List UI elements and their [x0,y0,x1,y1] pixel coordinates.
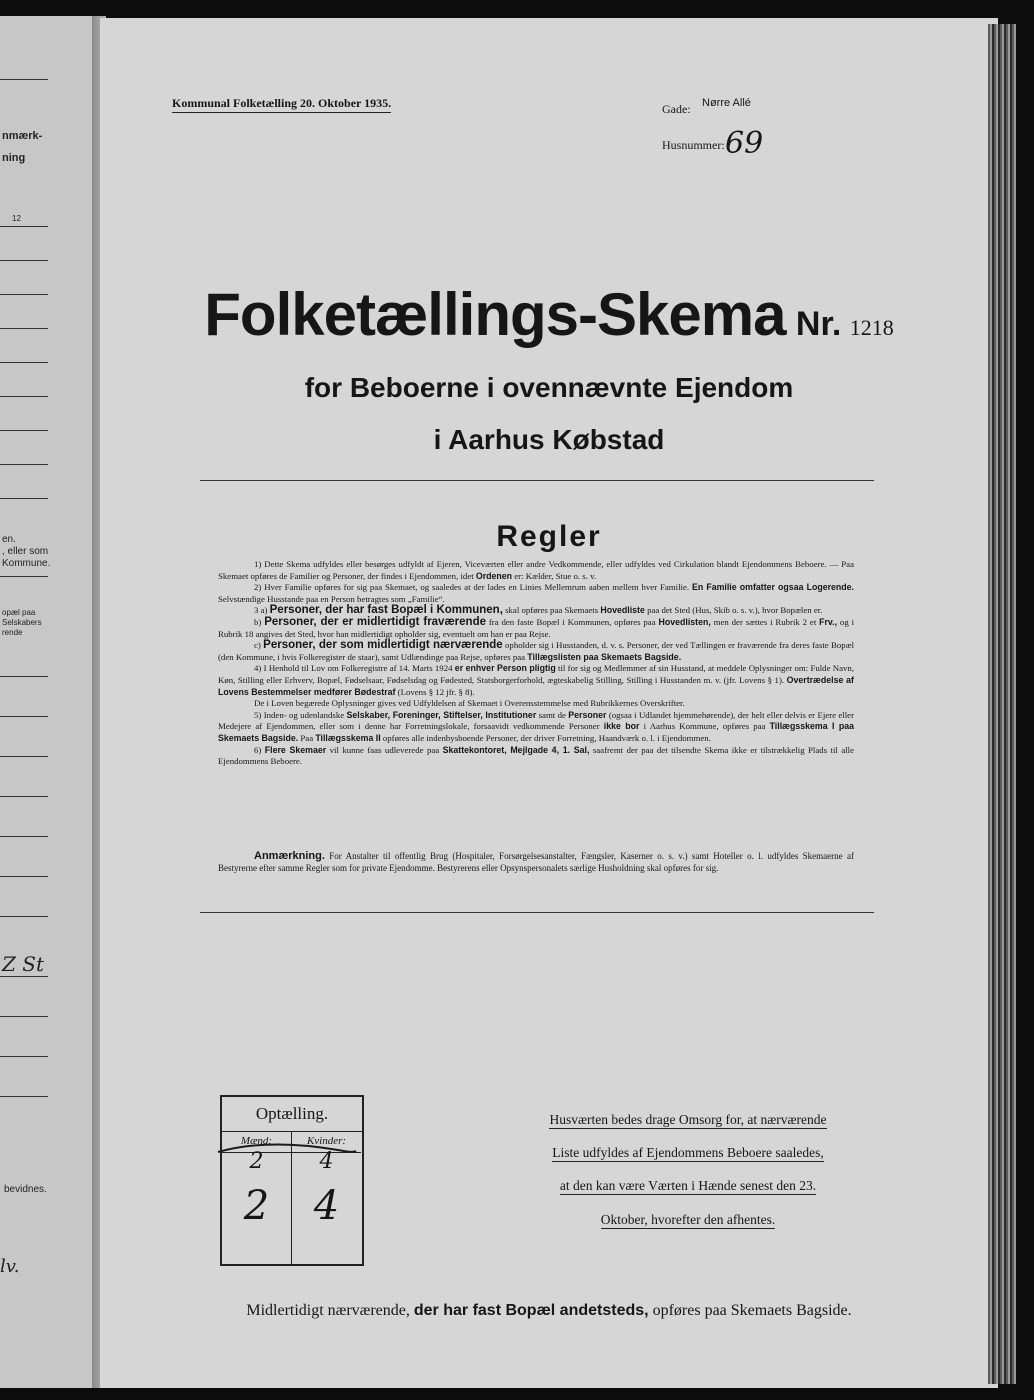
divider [0,836,48,837]
husnummer-label: Husnummer: [662,138,725,152]
gade-label: Gade: [662,102,691,116]
divider [0,328,48,329]
divider [0,1096,48,1097]
divider [0,396,48,397]
rule-1: 1) Dette Skema udfyldes eller besørges udfyldt af Ejeren, Viceværten eller andre Vedkommende, eller udfyldes ved Cirkulation blandt Ejendommens Beboere. — Paa Skemaet opføres de Familier og Personer, der findes i Ejendommen, idet Ordenen er: Kælder, Stue o. s. v. [218,559,854,581]
rule-3b: b) Personer, der er midlertidigt fraværende fra den faste Bopæl i Kommunen, opføres paa Hovedlisten, men der sættes i Rubrik 2 et Frv., og i Rubrik 18 angives det Sted, hvor han midlertidigt opholder sig, eventuelt om han er paa Rejse. [218,615,855,639]
divider [0,498,48,499]
divider [0,430,48,431]
rules-heading: Regler [496,520,602,553]
divider [0,464,48,465]
left-column-number: 12 [12,214,21,223]
anmaerkning-label: Anmærkning. [254,850,325,862]
left-handwriting: Z St [2,952,44,976]
page-stack-edge [988,24,1016,1384]
form-subtitle-2: i Aarhus Købstad [433,424,665,455]
count-women-value-small: 4 [319,1149,334,1174]
left-text: en. [2,534,16,545]
notice-line: Husværten bedes drage Omsorg for, at nærværende [549,1112,827,1127]
form-title-main: Folketællings-Skema [204,281,786,348]
form-nr-value: 1218 [849,315,894,340]
divider [0,916,48,917]
divider [0,362,48,363]
divider [200,912,874,913]
count-men-value-small: 2 [249,1149,264,1174]
divider [0,796,48,797]
form-nr-label: Nr. [795,305,842,343]
anmaerkning [218,850,854,874]
count-box [220,1095,364,1266]
count-women-value: 4 [313,1183,340,1229]
rule-4-note: De i Loven begærede Oplysninger gives ved Udfyldelsen af Skemaet i Overensstemmelse med Rubrikkernes Overskrifter. [254,698,685,709]
left-text: bevidnes. [4,1184,47,1195]
form-subtitle-1: for Beboerne i ovennævnte Ejendom [304,372,794,403]
husnummer-value: 69 [725,126,764,161]
divider [0,294,48,295]
left-heading-2: ning [2,152,26,164]
count-women-label: Kvinder: [292,1131,361,1153]
rule-3c: c) Personer, der som midlertidigt nærværende opholder sig i Husstanden, d. v. s. Personer, der ved Tællingen er fraværende fra deres faste Bopæl (den Kommune, i hvis Folkeregister de staar), samt Udlændinge paa Rejse, opføres paa Tillægslisten paa Skemaets Bagside. [218,639,855,662]
rule-6: 6) Flere Skemaer vil kunne faas udleverede paa Skattekontoret, Mejlgade 4, 1. Sal, saafremt der paa det tilsendte Skema ikke er tilstrækkelig Plads til alle Ejendommens Beboere. [218,744,855,767]
left-page-fragment [0,16,96,1388]
form-title [100,280,998,349]
rule-3a: 3 a) Personer, der har fast Bopæl i Kommunen, skal opføres paa Skemaets Hovedliste paa det Sted (Hus, Skib o. s. v.), hvor Bopælen er. [254,604,823,617]
divider [200,480,874,481]
footer-note: Midlertidigt nærværende, der har fast Bopæl andetsteds, opføres paa Skemaets Bagside. [246,1302,852,1319]
left-text: Kommune. [2,558,51,569]
divider [0,976,48,977]
rules-text [218,559,854,768]
left-text: , eller som [2,546,49,557]
divider [0,226,48,227]
count-men-value: 2 [243,1183,270,1229]
divider [0,576,48,577]
census-form-page [100,18,998,1388]
rule-4: 4) I Henhold til Lov om Folkeregistre af 14. Marts 1924 er enhver Person pligtig til for sig og Medlemmer af sin Husstand, at meddele Oplysninger om: Fulde Navn, Køn, Stilling eller Erhverv, Bopæl, Fødselsaar, Fødselsdag og Fødested, Statsborgerforhold, ægteskabelig Stilling, Stilling i Husstanden m. v. (jfr. Lovens § 1). Overtrædelse af Lovens Bestemmelser medfører Bødestraf (Lovens § 12 jfr. § 8). [218,663,855,697]
census-header: Kommunal Folketælling 20. Oktober 1935. [172,96,391,113]
left-text: opæl paa [2,608,36,617]
divider [0,260,48,261]
divider [0,676,48,677]
notice-line: Liste udfyldes af Ejendommens Beboere saaledes, [552,1145,824,1160]
rule-2: 2) Hver Familie opføres for sig paa Skemaet, og saaledes at der lades en Linies Mellemrum aaben mellem hver Familie. En Familie omfatter ogsaa Logerende. Selvstændige Husstande paa en Person betragtes som „Familie“. [218,582,855,604]
strikethrough-stroke [118,1134,358,1174]
notice-line: Oktober, hvorefter den afhentes. [600,1212,776,1227]
notice-line: at den kan være Værten i Hænde senest den 23. [559,1178,817,1193]
rule-5: 5) Inden- og udenlandske Selskaber, Foreninger, Stiftelser, Institutioner samt de Personer (ogsaa i Udlandet hjemmehørende), der helt eller delvis er Ejere eller Medejere af Ejendommen, eller som i denne har Forretningslokale, forsaavidt vedkommende Personer ikke bor i Aarhus Kommune, opføres paa Tillægsskema I paa Skemaets Bagside. Paa Tillægsskema II opføres alle indenbysboende Personer, der driver Forretning, Haandværk o. l. i Ejendommen. [218,709,855,743]
count-box-title: Optælling. [222,1097,362,1132]
divider [0,756,48,757]
divider [0,79,48,80]
left-handwriting: lv. [0,1256,20,1277]
left-text: Selskabers [2,618,42,627]
anmaerkning-text: For Anstalter til offentlig Brug (Hospitaler, Forsørgelsesanstalter, Fængsler, Kaserner o. s. v.) samt Hoteller o. l. udfyldes Skemaerne af Bestyrerne efter samme Regler som for private Ejendomme. Bestyrerens eller Opsynspersonalets særlige Husholdning skal opføres for sig. [218,851,855,873]
divider [0,716,48,717]
divider [0,876,48,877]
count-men-label: Mænd: [222,1131,291,1153]
gade-value: Nørre Allé [702,97,751,109]
divider [0,1016,48,1017]
divider [0,1056,48,1057]
left-heading-1: nmærk- [2,130,43,142]
left-text: rende [2,628,23,637]
